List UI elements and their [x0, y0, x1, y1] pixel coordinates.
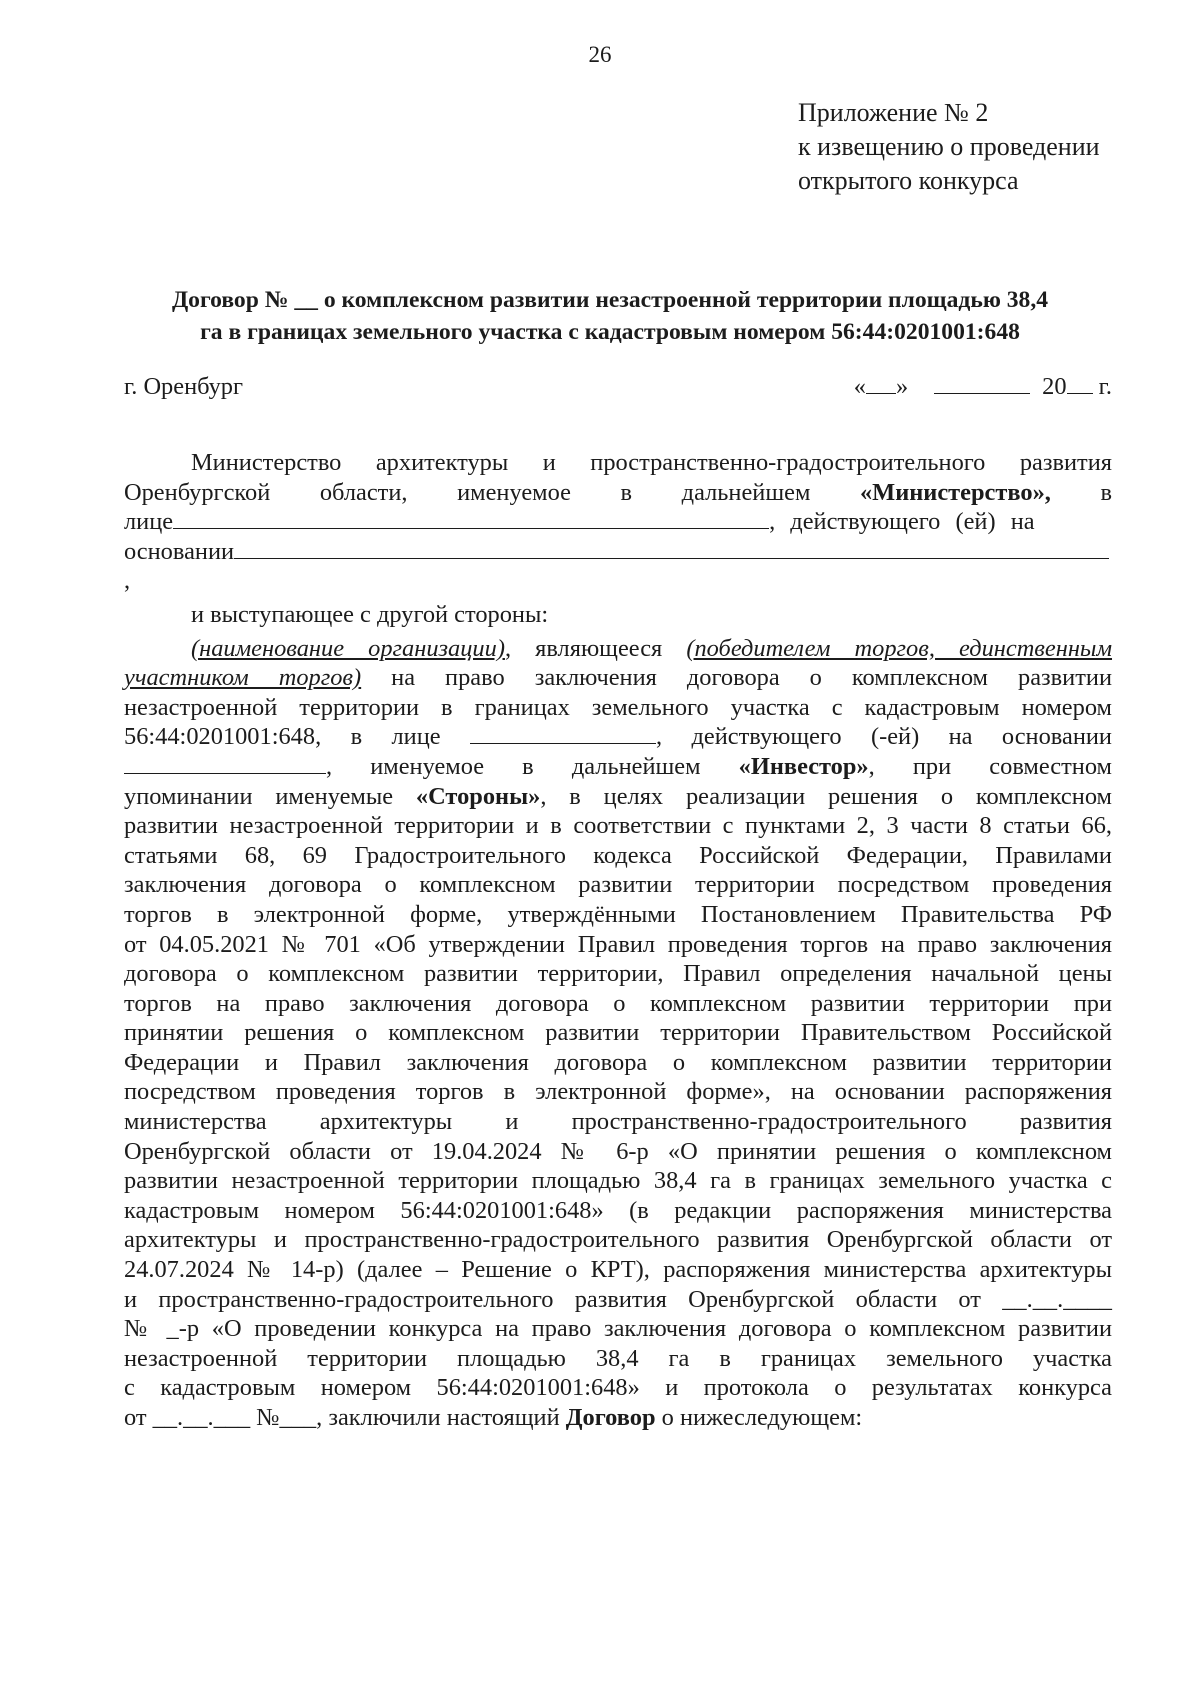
- para3-line: архитектуры и пространственно-градостроительного развития Оренбургской области от: [124, 1226, 1112, 1254]
- text: ,: [124, 567, 131, 595]
- para3-line: торгов на право заключения договора о комплексном развитии территории при: [124, 989, 1112, 1017]
- para3-line: [124, 1403, 1112, 1433]
- para3-line: 24.07.2024 № 14-р) (далее – Решение о КРТ), распоряжения министерства архитектуры: [124, 1256, 1112, 1284]
- page-number: 26: [588, 42, 612, 67]
- text: от __.__.___ №___, заключили настоящий: [124, 1404, 566, 1431]
- para3-line: от 04.05.2021 № 701 «Об утверждении Правил проведения торгов на право заключения: [124, 930, 1112, 958]
- appendix-header: [798, 96, 1100, 198]
- representative-blank: [173, 508, 769, 529]
- city: г. Оренбург: [124, 373, 244, 400]
- para3-line: принятии решения о комплексном развитии территории Правительством Российской: [124, 1019, 1112, 1047]
- text: упоминании именуемые: [124, 782, 416, 810]
- parties-term: «Стороны»: [415, 782, 541, 810]
- para1-line: [124, 507, 1112, 537]
- appendix-line: Приложение № 2: [798, 98, 989, 127]
- para3-line: заключения договора о комплексном развитии территории посредством проведения: [124, 871, 1112, 899]
- basis-blank: [234, 538, 1109, 559]
- date-open-quote: «: [853, 373, 866, 400]
- text: , при совместном: [868, 752, 1112, 780]
- para3-line: с кадастровым номером 56:44:0201001:648» и протокола о результатах конкурса: [124, 1374, 1112, 1402]
- winner-placeholder: участником торгов): [124, 664, 362, 692]
- para2: [124, 600, 1112, 630]
- appendix-line: открытого конкурса: [798, 166, 1019, 195]
- text: , действующего (-ей) на основании: [656, 723, 1112, 751]
- date-close-quote: »: [895, 373, 909, 400]
- para3-line: статьями 68, 69 Градостроительного кодекса Российской Федерации, Правилами: [124, 841, 1112, 869]
- contract-term: Договор: [565, 1404, 656, 1431]
- text: Министерство архитектуры и пространственно-градостроительного развития: [191, 449, 1112, 476]
- org-name-placeholder: (наименование организации): [191, 634, 505, 662]
- investor-basis-blank: [124, 753, 326, 774]
- para3-line: посредством проведения торгов в электронной форме», на основании распоряжения: [124, 1078, 1112, 1106]
- text: Оренбургской области, именуемое в дальнейшем: [124, 478, 860, 506]
- para1-line: [124, 448, 1112, 478]
- year-blank: [1067, 373, 1093, 394]
- para3-line: договора о комплексном развитии территории, Правил определения начальной цены: [124, 960, 1112, 988]
- para3-line: [124, 722, 1112, 752]
- text: и выступающее с другой стороны:: [191, 600, 549, 628]
- para3-line: развитии незастроенной территории площадью 38,4 га в границах земельного участка с: [124, 1167, 1112, 1195]
- year-suffix: г.: [1092, 373, 1112, 400]
- para3-line: [124, 782, 1112, 812]
- para3-line: незастроенной территории площадью 38,4 га в границах земельного участка: [124, 1344, 1112, 1372]
- para3-line: незастроенной территории в границах земельного участка с кадастровым номером: [124, 693, 1112, 721]
- para1-line: [124, 566, 1112, 596]
- para3-line: министерства архитектуры и пространственно-градостроительного развития: [124, 1108, 1112, 1136]
- text: , являющееся: [504, 634, 687, 662]
- para3-line: развитии незастроенной территории и в соответствии с пунктами 2, 3 части 8 статьи 66,: [124, 812, 1112, 840]
- para3-line: Оренбургской области от 19.04.2024 № 6-р «О принятии решения о комплексном: [124, 1137, 1112, 1165]
- title-line: Договор № __ о комплексном развитии незастроенной территории площадью 38,4: [171, 287, 1049, 313]
- title-line: га в границах земельного участка с кадастровым номером 56:44:0201001:648: [200, 319, 1020, 345]
- para1-line: [124, 478, 1112, 508]
- text: лице: [124, 508, 174, 536]
- para3-line: [124, 634, 1112, 664]
- contract-date: [854, 372, 1112, 402]
- para3-line: [124, 663, 1112, 693]
- para3-line: кадастровым номером 56:44:0201001:648» (в редакции распоряжения министерства: [124, 1196, 1112, 1224]
- ministry-term: «Министерство»,: [859, 478, 1051, 506]
- text: в: [1050, 478, 1112, 506]
- para3-line: Федерации и Правил заключения договора о комплексном развитии территории: [124, 1048, 1112, 1076]
- para3-line: № _-р «О проведении конкурса на право заключения договора о комплексном развитии: [124, 1315, 1112, 1343]
- month-blank: [934, 373, 1030, 394]
- place-date-row: [124, 372, 1112, 404]
- text: на право заключения договора о комплексном развитии: [361, 664, 1113, 692]
- winner-placeholder: (победителем торгов, единственным: [686, 634, 1113, 662]
- text: 56:44:0201001:648, в лице: [124, 723, 441, 751]
- para3-line: торгов в электронной форме, утверждёнными Постановлением Правительства РФ: [124, 900, 1112, 928]
- text: основании: [124, 537, 235, 565]
- text: , в целях реализации решения о комплексном: [540, 782, 1112, 810]
- text: , именуемое в дальнейшем: [326, 752, 739, 780]
- text: о нижеследующем:: [655, 1404, 863, 1431]
- investor-term: «Инвестор»: [738, 752, 869, 780]
- para3-line: и пространственно-градостроительного развития Оренбургской области от __.__.____: [124, 1285, 1112, 1313]
- document-body: [124, 448, 1112, 1433]
- para3-line: [124, 752, 1112, 782]
- para1-line: [124, 537, 1112, 567]
- document-title: [110, 284, 1110, 348]
- year-prefix: 20: [1042, 373, 1067, 400]
- day-blank: [866, 373, 896, 394]
- appendix-line: к извещению о проведении: [798, 132, 1100, 161]
- investor-rep-blank: [470, 723, 656, 744]
- text: , действующего (ей) на: [769, 508, 1035, 536]
